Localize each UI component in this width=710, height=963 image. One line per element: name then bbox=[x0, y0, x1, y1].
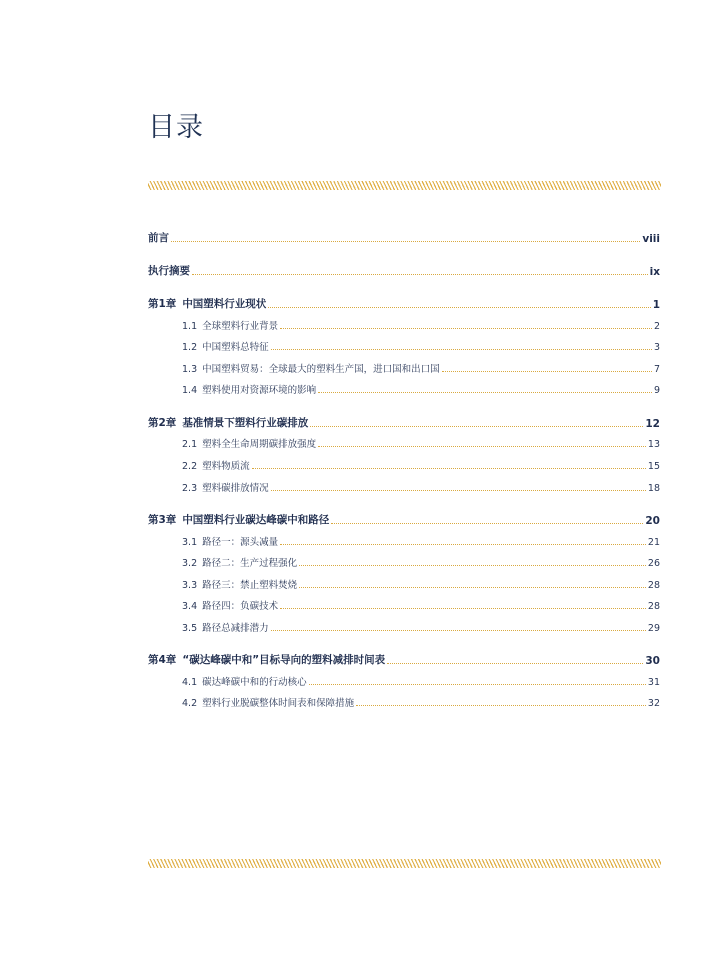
dot-leader bbox=[387, 662, 643, 664]
page-title: 目录 bbox=[148, 112, 204, 143]
toc-entry-number: 3.3 bbox=[182, 580, 198, 591]
toc-entry-title bbox=[182, 620, 269, 634]
toc-entry-number: 1.1 bbox=[182, 321, 198, 332]
toc-entry-label: 路径四：负碳技术 bbox=[202, 601, 279, 612]
toc-section-entry[interactable] bbox=[182, 361, 660, 375]
toc-page-number: 9 bbox=[653, 385, 660, 396]
toc-entry-title bbox=[182, 318, 278, 332]
toc-entry-label: 路径三：禁止塑料焚烧 bbox=[202, 580, 298, 591]
toc-entry-number: 1.2 bbox=[182, 342, 198, 353]
toc-entry-label: 塑料使用对资源环境的影响 bbox=[202, 385, 317, 396]
toc-entry-title bbox=[182, 382, 316, 396]
toc-section-entry[interactable] bbox=[182, 555, 660, 569]
toc-entry-title bbox=[182, 695, 354, 709]
toc-entry-label: 中国塑料行业碳达峰碳中和路径 bbox=[182, 514, 330, 526]
toc-entry-number: 1.3 bbox=[182, 364, 198, 375]
toc-entry-title bbox=[182, 339, 269, 353]
toc-entry-label: 路径一：源头减量 bbox=[202, 537, 279, 548]
top-hatch-divider bbox=[148, 181, 661, 190]
toc-entry-title bbox=[148, 512, 329, 527]
toc-page-number: 32 bbox=[647, 698, 660, 709]
toc-entry-title bbox=[148, 652, 385, 667]
toc-page-number: 3 bbox=[653, 342, 660, 353]
dot-leader bbox=[271, 629, 646, 631]
dot-leader bbox=[192, 273, 648, 275]
toc-section-entry[interactable] bbox=[182, 577, 660, 591]
toc-section-entry[interactable] bbox=[182, 598, 660, 612]
toc-entry-number: 第2章 bbox=[148, 417, 177, 429]
dot-leader bbox=[280, 607, 646, 609]
toc-entry-label: 路径二：生产过程强化 bbox=[202, 558, 298, 569]
dot-leader bbox=[318, 445, 646, 447]
toc-chapter-entry[interactable] bbox=[148, 512, 660, 527]
toc-page-number: 12 bbox=[645, 418, 660, 430]
toc-entry-label: 中国塑料贸易：全球最大的塑料生产国，进口国和出口国 bbox=[202, 364, 440, 375]
toc-page-number: 26 bbox=[647, 558, 660, 569]
toc-entry-title bbox=[182, 436, 316, 450]
toc-entry-number: 第4章 bbox=[148, 654, 177, 666]
toc-entry-number: 2.2 bbox=[182, 461, 198, 472]
toc-entry-title bbox=[182, 361, 440, 375]
toc-section-entry[interactable] bbox=[182, 436, 660, 450]
toc-entry-title bbox=[182, 555, 297, 569]
dot-leader bbox=[318, 391, 652, 393]
toc-entry-label: 塑料碳排放情况 bbox=[202, 483, 269, 494]
toc-entry-number: 第3章 bbox=[148, 514, 177, 526]
toc-entry-title bbox=[182, 480, 269, 494]
toc-page-number: 13 bbox=[647, 439, 660, 450]
toc-page-number: 28 bbox=[647, 601, 660, 612]
toc-page-number: 18 bbox=[647, 483, 660, 494]
toc-entry-number: 2.3 bbox=[182, 483, 198, 494]
toc-page-number: 29 bbox=[647, 623, 660, 634]
toc-page-number: 7 bbox=[653, 364, 660, 375]
dot-leader bbox=[299, 564, 646, 566]
toc-entry-number: 3.4 bbox=[182, 601, 198, 612]
toc-entry-label: 中国塑料行业现状 bbox=[182, 298, 267, 310]
toc-page-number: 21 bbox=[647, 537, 660, 548]
toc-section-entry[interactable] bbox=[182, 339, 660, 353]
toc-section-entry[interactable] bbox=[182, 695, 660, 709]
toc-entry-number: 第1章 bbox=[148, 298, 177, 310]
toc-section-entry[interactable] bbox=[182, 534, 660, 548]
dot-leader bbox=[280, 543, 646, 545]
toc-entry-label: 塑料全生命周期碳排放强度 bbox=[202, 439, 317, 450]
toc-page-number: 15 bbox=[647, 461, 660, 472]
toc-entry-label: 塑料物质流 bbox=[202, 461, 250, 472]
toc-section-entry[interactable] bbox=[182, 458, 660, 472]
toc-entry-number: 1.4 bbox=[182, 385, 198, 396]
dot-leader bbox=[268, 306, 650, 308]
toc-entry-title bbox=[182, 674, 307, 688]
dot-leader bbox=[280, 327, 652, 329]
toc-section-entry[interactable] bbox=[182, 382, 660, 396]
toc-page-number: 31 bbox=[647, 677, 660, 688]
toc-entry-number: 3.5 bbox=[182, 623, 198, 634]
toc-chapter-entry[interactable] bbox=[148, 230, 660, 245]
toc-entry-title bbox=[148, 230, 169, 245]
dot-leader bbox=[299, 586, 646, 588]
toc-page-number: 20 bbox=[645, 515, 660, 527]
toc-chapter-entry[interactable] bbox=[148, 296, 660, 311]
toc-entry-number: 4.1 bbox=[182, 677, 198, 688]
toc-entry-title bbox=[148, 263, 190, 278]
toc-chapter-entry[interactable] bbox=[148, 652, 660, 667]
toc-entry-label: 基准情景下塑料行业碳排放 bbox=[182, 417, 309, 429]
dot-leader bbox=[271, 348, 652, 350]
bottom-hatch-divider bbox=[148, 859, 661, 868]
toc-page-number: 30 bbox=[645, 655, 660, 667]
toc-section-entry[interactable] bbox=[182, 620, 660, 634]
toc-page-number: 2 bbox=[653, 321, 660, 332]
toc-entry-number: 2.1 bbox=[182, 439, 198, 450]
toc-entry-title bbox=[182, 534, 278, 548]
toc-entry-number: 4.2 bbox=[182, 698, 198, 709]
toc-section-entry[interactable] bbox=[182, 480, 660, 494]
toc-entry-title bbox=[148, 296, 266, 311]
dot-leader bbox=[252, 467, 646, 469]
toc-entry-label: 执行摘要 bbox=[148, 265, 190, 277]
toc-entry-number: 3.2 bbox=[182, 558, 198, 569]
toc-entry-label: 塑料行业脱碳整体时间表和保障措施 bbox=[202, 698, 355, 709]
toc-chapter-entry[interactable] bbox=[148, 415, 660, 430]
toc-page-number: viii bbox=[642, 233, 660, 245]
toc-entry-title bbox=[182, 577, 297, 591]
toc-entry-label: 路径总减排潜力 bbox=[202, 623, 269, 634]
toc-entry-label: 碳达峰碳中和的行动核心 bbox=[202, 677, 307, 688]
dot-leader bbox=[309, 683, 646, 685]
dot-leader bbox=[331, 522, 643, 524]
toc-section-entry[interactable] bbox=[182, 674, 660, 688]
toc-entry-label: “碳达峰碳中和”目标导向的塑料减排时间表 bbox=[182, 654, 386, 666]
toc-page-number: 1 bbox=[652, 299, 660, 311]
toc-entry-title bbox=[148, 415, 308, 430]
dot-leader bbox=[442, 370, 652, 372]
toc-entry-title bbox=[182, 458, 250, 472]
dot-leader bbox=[171, 240, 640, 242]
toc-page-number: 28 bbox=[647, 580, 660, 591]
toc-entry-number: 3.1 bbox=[182, 537, 198, 548]
toc-chapter-entry[interactable] bbox=[148, 263, 660, 278]
toc-section-entry[interactable] bbox=[182, 318, 660, 332]
toc-entry-label: 前言 bbox=[148, 232, 169, 244]
toc-page-number: ix bbox=[649, 266, 660, 278]
toc-entry-title bbox=[182, 598, 278, 612]
dot-leader bbox=[310, 425, 643, 427]
dot-leader bbox=[356, 704, 646, 706]
toc-entry-label: 全球塑料行业背景 bbox=[202, 321, 279, 332]
dot-leader bbox=[271, 489, 646, 491]
toc-entry-label: 中国塑料总特征 bbox=[202, 342, 269, 353]
